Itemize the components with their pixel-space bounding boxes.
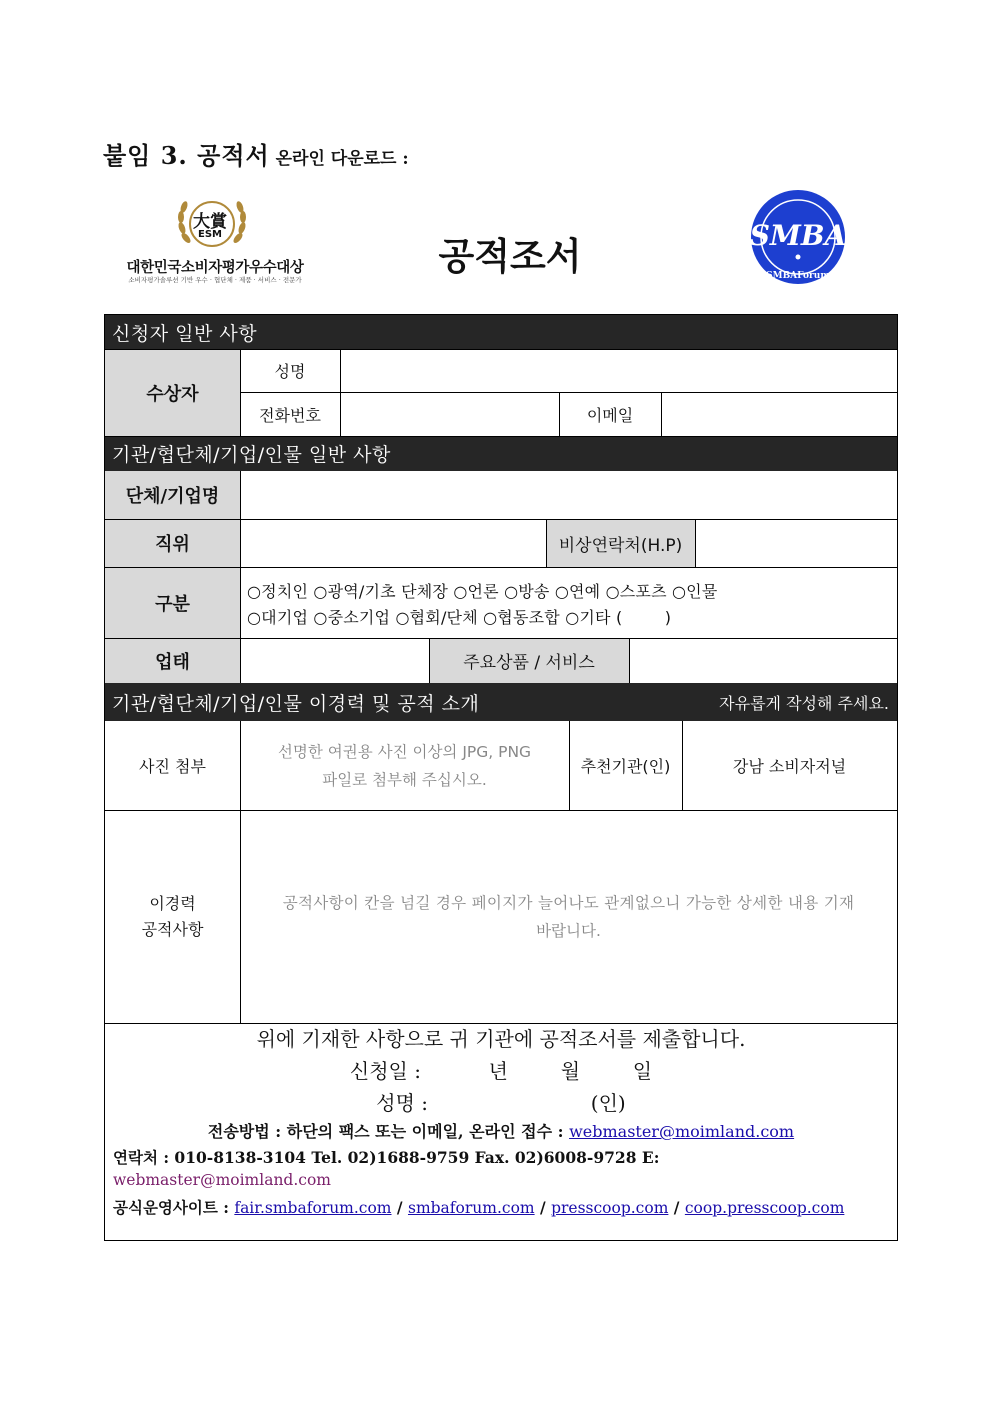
product-service-field[interactable] xyxy=(629,638,897,683)
page-heading xyxy=(103,136,409,171)
section-note: 자유롭게 작성해 주세요. xyxy=(719,693,889,713)
section-header-organization xyxy=(105,436,897,471)
site-separator: / xyxy=(391,1198,408,1217)
career-label xyxy=(105,810,240,1023)
business-type-field[interactable] xyxy=(240,638,429,683)
contact-email[interactable]: webmaster@moimland.com xyxy=(113,1171,331,1189)
emergency-contact-field[interactable] xyxy=(695,519,897,567)
photo-hint-line-2: 파일로 첨부해 주십시오. xyxy=(322,770,487,789)
application-date-line xyxy=(105,1055,897,1084)
smba-text: SMBA xyxy=(749,219,847,252)
position-label: 직위 xyxy=(105,519,240,567)
award-label: 수상자 xyxy=(105,349,240,436)
section-header-career xyxy=(105,683,897,721)
photo-upload[interactable] xyxy=(240,721,569,810)
section-header-applicant xyxy=(105,315,897,349)
date-label: 신청일 : xyxy=(349,1059,421,1083)
heading-main: 붙임 3. 공적서 xyxy=(103,141,270,170)
site-separator: / xyxy=(668,1198,685,1217)
site-link-smbaforum[interactable]: smbaforum.com xyxy=(407,1199,535,1217)
site-link-coop[interactable]: coop.presscoop.com xyxy=(684,1199,845,1217)
photo-label: 사진 첨부 xyxy=(105,721,240,810)
photo-hint-line-1: 선명한 여권용 사진 이상의 JPG, PNG xyxy=(277,742,532,761)
method-text: 전송방법 : 하단의 팩스 또는 이메일, 온라인 접수 : xyxy=(207,1122,570,1141)
smba-ring-text: SMBAForum xyxy=(766,271,830,281)
emergency-contact-label: 비상연락처(H.P) xyxy=(546,519,695,567)
section-title: 기관/협단체/기업/인물 일반 사항 xyxy=(112,444,391,466)
month-label: 월 xyxy=(560,1059,581,1083)
site-separator: / xyxy=(534,1198,552,1217)
career-hint-line-2: 바랍니다. xyxy=(536,921,601,940)
seal-label: (인) xyxy=(590,1091,626,1115)
emblem-sub: ESM xyxy=(198,229,222,240)
award-tagline: 소비자평가솔루션 기반 우수 · 협단체 · 제품 · 서비스 · 전문가 xyxy=(128,276,302,284)
day-label: 일 xyxy=(632,1059,653,1083)
method-email-link[interactable]: webmaster@moimland.com xyxy=(569,1122,795,1141)
site-link-fair[interactable]: fair.smbaforum.com xyxy=(234,1199,392,1217)
submission-statement: 위에 기재한 사항으로 귀 기관에 공적조서를 제출합니다. xyxy=(256,1027,746,1051)
heading-sub: 온라인 다운로드 : xyxy=(269,149,409,169)
career-label-line-1: 이경력 xyxy=(149,893,196,913)
org-label: 단체/기업명 xyxy=(105,471,240,519)
org-field[interactable] xyxy=(240,471,897,519)
section-title: 기관/협단체/기업/인물 이경력 및 공적 소개 xyxy=(112,692,480,715)
name-field[interactable] xyxy=(340,349,897,392)
official-sites xyxy=(113,1196,844,1218)
recommender-label: 추천기관(인) xyxy=(569,721,682,810)
category-options-row-2[interactable]: ○대기업 ○중소기업 ○협회/단체 ○협동조합 ○기타 ( ) xyxy=(247,608,672,627)
phone-field[interactable] xyxy=(340,392,559,436)
site-label: 공식운영사이트 : xyxy=(113,1198,235,1217)
contact-info: 연락처 : 010-8138-3104 Tel. 02)1688-9759 Fax. 02)6008-9728 E: xyxy=(113,1148,660,1167)
career-label-line-2: 공적사항 xyxy=(141,919,204,939)
document-title: 공적조서 xyxy=(438,235,582,278)
merit-application-form xyxy=(104,314,898,1241)
recommender-value[interactable]: 강남 소비자저널 xyxy=(682,721,897,810)
career-field[interactable] xyxy=(240,810,897,1023)
business-type-label: 업태 xyxy=(105,638,240,683)
product-service-label: 주요상품 / 서비스 xyxy=(429,638,629,683)
emblem-text: 大賞 xyxy=(193,212,227,232)
transmission-method xyxy=(105,1119,897,1142)
career-hint-line-1: 공적사항이 칸을 넘길 경우 페이지가 늘어나도 관계없으니 가능한 상세한 내용 기재 xyxy=(282,893,855,912)
site-link-presscoop[interactable]: presscoop.com xyxy=(551,1199,669,1217)
year-label: 년 xyxy=(488,1059,508,1083)
section-title: 신청자 일반 사항 xyxy=(112,322,258,345)
smba-forum-logo xyxy=(749,188,847,286)
position-field[interactable] xyxy=(240,519,546,567)
email-field[interactable] xyxy=(661,392,897,436)
signature-line xyxy=(105,1087,897,1116)
award-name: 대한민국소비자평가우수대상 xyxy=(126,260,304,276)
name-label: 성명 xyxy=(240,349,340,392)
category-options-row-1[interactable]: ○정치인 ○광역/기초 단체장 ○언론 ○방송 ○연예 ○스포츠 ○인물 xyxy=(247,582,718,601)
email-label: 이메일 xyxy=(559,392,661,436)
phone-label: 전화번호 xyxy=(240,392,340,436)
category-label: 구분 xyxy=(105,567,240,638)
esm-award-logo xyxy=(120,194,310,290)
signature-label: 성명 : xyxy=(376,1091,429,1115)
